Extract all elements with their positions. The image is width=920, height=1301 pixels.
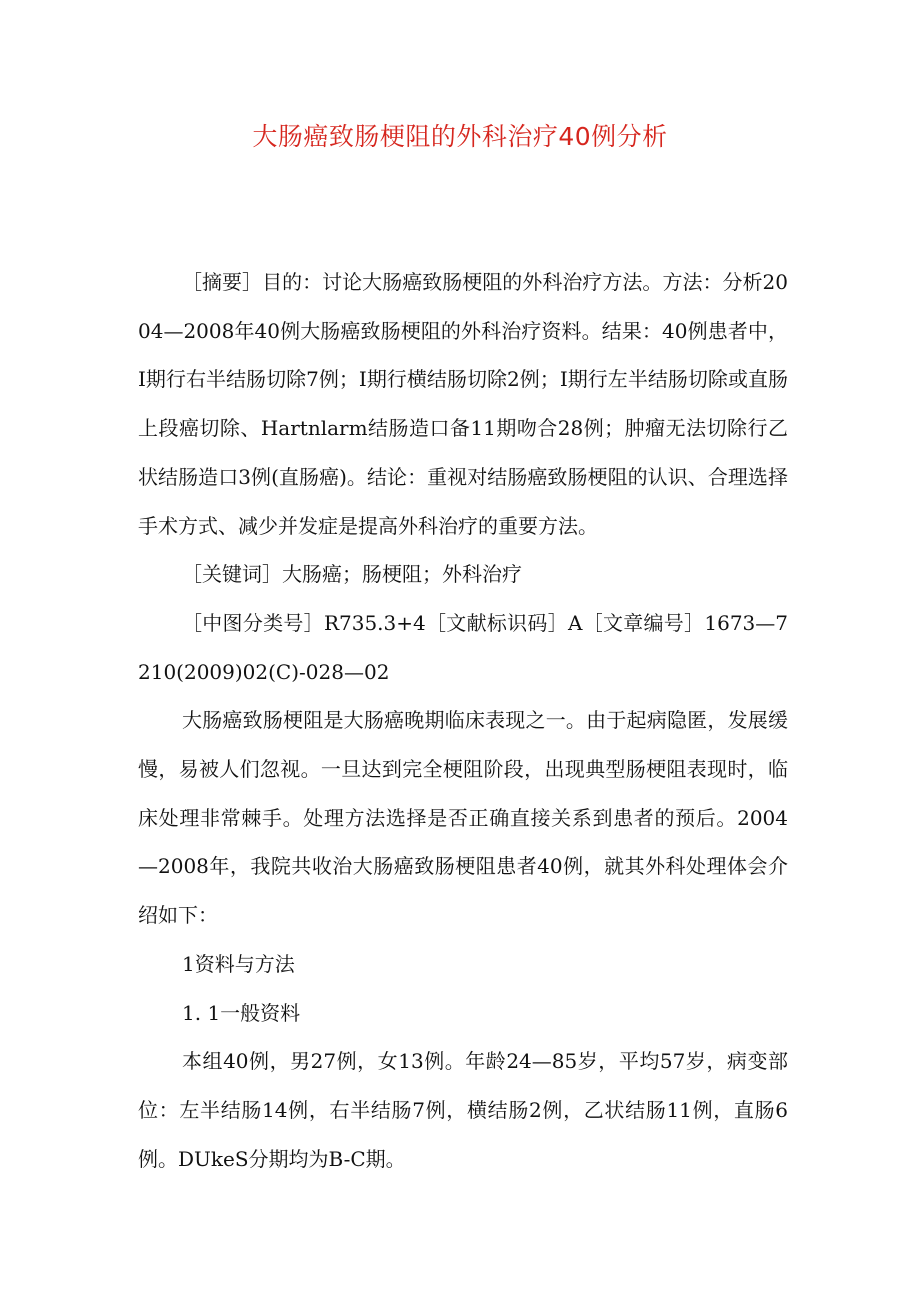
document-title: 大肠癌致肠梗阻的外科治疗40例分析 xyxy=(252,122,668,151)
keywords-paragraph: ［关键词］大肠癌；肠梗阻；外科治疗 xyxy=(182,562,522,587)
document-body xyxy=(138,258,788,1183)
intro-paragraph: 大肠癌致肠梗阻是大肠癌晚期临床表现之一。由于起病隐匿，发展缓慢，易被人们忽视。一旦达到完全梗阻阶段，出现典型肠梗阻表现时，临床处理非常棘手。处理方法选择是否正确直接关系到患者的预后。2004—2008年，我院共收治大肠癌致肠梗阻患者40例，就其外科处理体会介绍如下： xyxy=(138,708,788,928)
abstract-paragraph: ［摘要］目的：讨论大肠癌致肠梗阻的外科治疗方法。方法：分析2004—2008年40例大肠癌致肠梗阻的外科治疗资料。结果：40例患者中，Ⅰ期行右半结肠切除7例；Ⅰ期行横结肠切除2例；Ⅰ期行左半结肠切除或直肠上段癌切除、Hartnlarm结肠造口备11期吻合28例；肿瘤无法切除行乙状结肠造口3例(直肠癌)。结论：重视对结肠癌致肠梗阻的认识、合理选择手术方式、减少并发症是提高外科治疗的重要方法。 xyxy=(138,270,788,538)
subsection-heading: 1. 1一般资料 xyxy=(182,1000,301,1025)
classification-paragraph: ［中图分类号］R735.3+4［文献标识码］A［文章编号］1673—7210(2009)02(C)-028—02 xyxy=(138,610,788,684)
section-heading: 1资料与方法 xyxy=(182,951,295,976)
general-data-paragraph: 本组40例，男27例，女13例。年龄24—85岁，平均57岁，病变部位：左半结肠14例，右半结肠7例，横结肠2例，乙状结肠11例，直肠6例。DUkeS分期均为B-C期。 xyxy=(138,1049,788,1171)
